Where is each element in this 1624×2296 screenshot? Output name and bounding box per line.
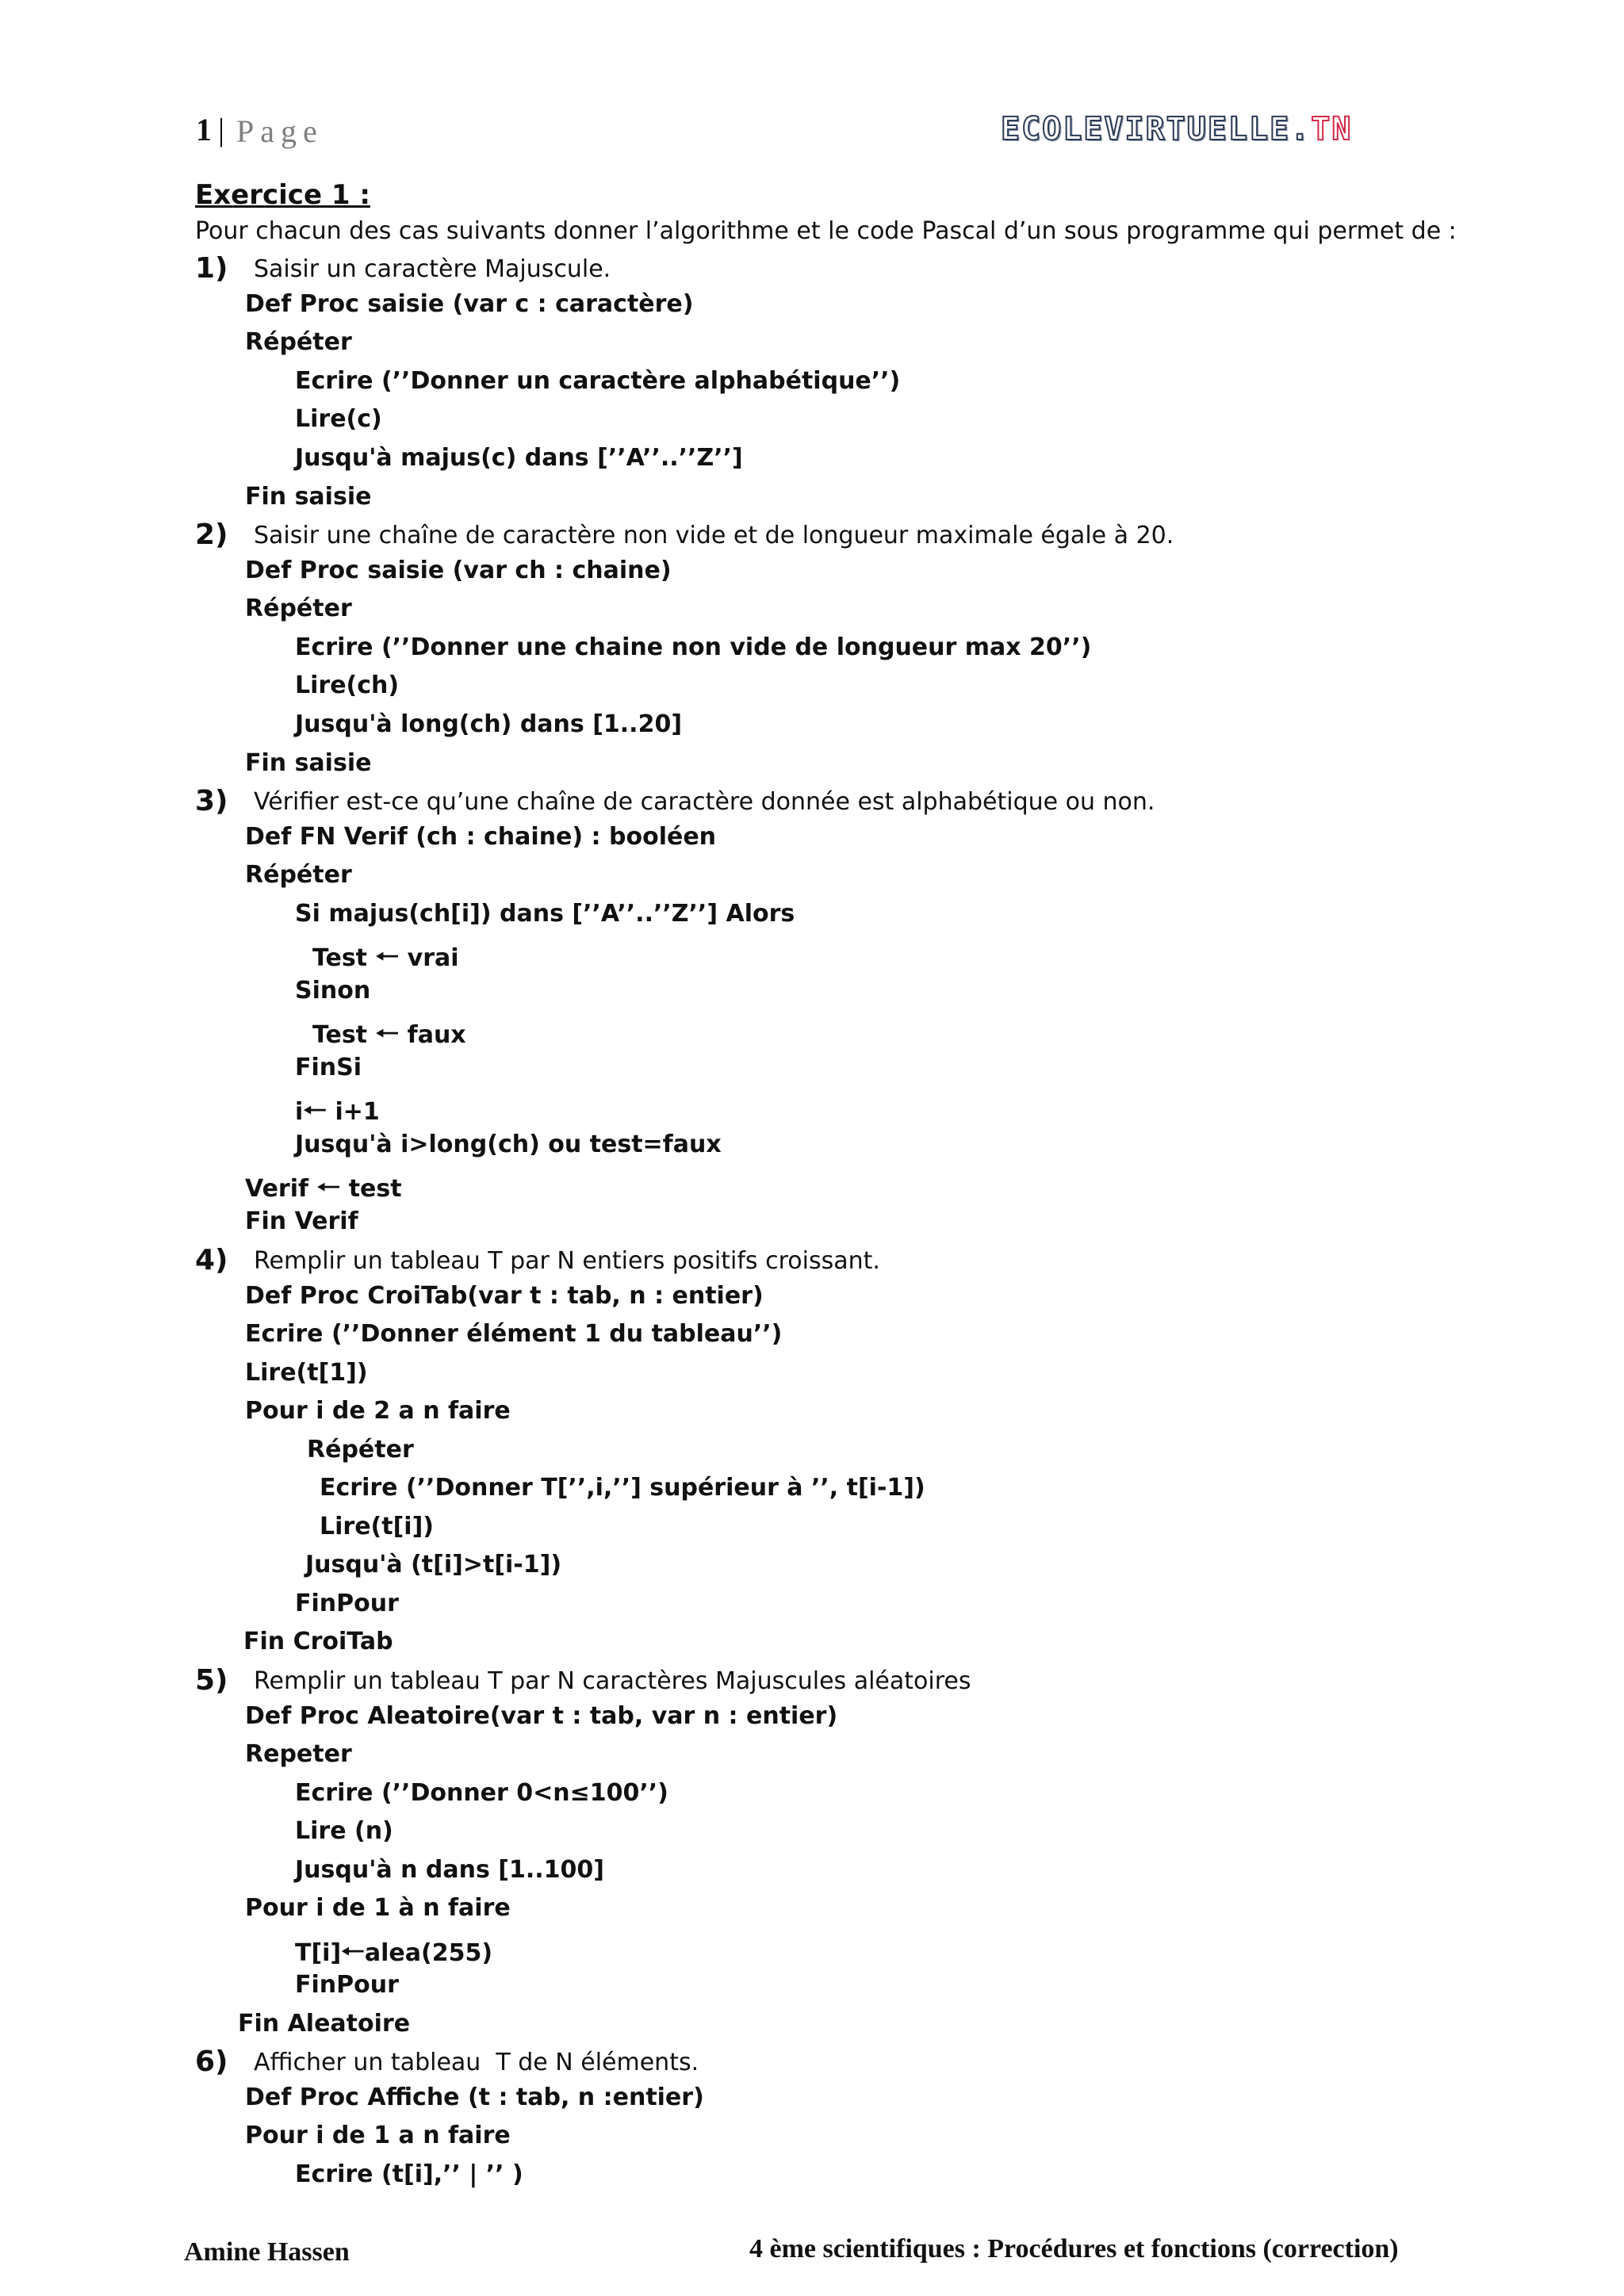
code-line: Def Proc saisie (var ch : chaine) <box>245 557 672 584</box>
code-line: Répéter <box>245 328 352 356</box>
item-number: 2) <box>195 519 228 551</box>
code-line: Ecrire (’’Donner élément 1 du tableau’’) <box>245 1320 783 1348</box>
left-arrow-icon: 🠐 <box>375 1018 400 1050</box>
footer-author: Amine Hassen <box>184 2237 350 2267</box>
item-task: Remplir un tableau T par N entiers positifs croissant. <box>254 1247 880 1275</box>
code-line: FinPour <box>295 1590 399 1617</box>
code-line: Fin Aleatoire <box>238 2010 411 2038</box>
code-line: Fin saisie <box>245 749 372 777</box>
item-number: 4) <box>195 1244 228 1276</box>
exercise-title: Exercice 1 : <box>195 179 370 211</box>
code-token: faux <box>407 1021 466 1049</box>
code-token: Test <box>312 1021 368 1049</box>
code-line: Lire (n) <box>295 1817 393 1845</box>
site-logo <box>1001 111 1352 147</box>
code-line: Pour i de 1 à n faire <box>245 1894 511 1922</box>
code-line: Si majus(ch[i]) dans [’’A’’..’’Z’’] Alors <box>295 900 795 928</box>
header-separator: | <box>218 112 225 147</box>
code-line: Ecrire (’’Donner un caractère alphabétique’’) <box>295 367 901 395</box>
item-number: 1) <box>195 252 228 285</box>
code-line: Pour i de 1 a n faire <box>245 2122 511 2149</box>
page-number: 1 <box>196 112 212 147</box>
code-line: Lire(ch) <box>295 672 400 699</box>
code-line: Fin saisie <box>245 483 372 511</box>
code-line: Repeter <box>245 1740 352 1768</box>
left-arrow-icon: 🠐 <box>303 1095 327 1127</box>
item-task: Afficher un tableau T de N éléments. <box>254 2049 699 2076</box>
code-line: Def Proc Aleatoire(var t : tab, var n : entier) <box>245 1702 838 1730</box>
code-line: Jusqu'à long(ch) dans [1..20] <box>295 710 683 738</box>
code-line: Def Proc saisie (var c : caractère) <box>245 290 694 318</box>
code-line: Ecrire (’’Donner 0<n≤100’’) <box>295 1779 668 1807</box>
left-arrow-icon: 🠐 <box>341 1936 365 1968</box>
code-token: alea(255) <box>364 1939 493 1967</box>
item-number: 5) <box>195 1664 228 1697</box>
code-line: Répéter <box>245 595 352 622</box>
item-number: 6) <box>195 2045 228 2078</box>
footer-course: 4 ème scientifiques : Procédures et fonctions (correction) <box>749 2234 1399 2263</box>
item-task: Remplir un tableau T par N caractères Majuscules aléatoires <box>254 1667 971 1695</box>
code-line: Def Proc Affiche (t : tab, n :entier) <box>245 2084 704 2111</box>
code-line: Def Proc CroiTab(var t : tab, n : entier) <box>245 1282 764 1310</box>
code-line: Lire(c) <box>295 405 382 433</box>
left-arrow-icon: 🠐 <box>375 941 400 973</box>
code-token: T[i] <box>295 1939 342 1967</box>
code-line: Pour i de 2 a n faire <box>245 1397 511 1425</box>
item-task: Saisir une chaîne de caractère non vide et de longueur maximale égale à 20. <box>254 522 1174 549</box>
left-arrow-icon: 🠐 <box>316 1172 341 1203</box>
code-line: Ecrire (’’Donner une chaine non vide de longueur max 20’’) <box>295 633 1092 661</box>
code-line: Répéter <box>307 1436 414 1464</box>
code-token: test <box>348 1175 402 1203</box>
item-task: Saisir un caractère Majuscule. <box>254 255 611 283</box>
logo-main: ECOLEVIRTUELLE. <box>1001 111 1312 147</box>
code-token: vrai <box>407 944 459 972</box>
logo-tld: TN <box>1311 111 1353 147</box>
code-line: Sinon <box>295 977 371 1004</box>
code-line: Fin Verif <box>245 1207 358 1235</box>
exercise-intro: Pour chacun des cas suivants donner l’algorithme et le code Pascal d’un sous programme qui permet de : <box>195 217 1457 245</box>
code-line: Def FN Verif (ch : chaine) : booléen <box>245 823 717 851</box>
code-line: Jusqu'à n dans [1..100] <box>295 1856 604 1884</box>
item-task: Vérifier est-ce qu’une chaîne de caractère donnée est alphabétique ou non. <box>254 788 1155 816</box>
code-line: Lire(t[1]) <box>245 1359 368 1387</box>
code-line: Lire(t[i]) <box>320 1513 435 1540</box>
code-line: Ecrire (’’Donner T[’’,i,’’] supérieur à ’’, t[i-1]) <box>320 1474 925 1502</box>
code-line: FinPour <box>295 1971 399 1999</box>
page-label: Page <box>236 113 324 149</box>
code-line: Jusqu'à i>long(ch) ou test=faux <box>295 1131 722 1158</box>
code-token: i+1 <box>335 1098 380 1126</box>
code-token: Verif <box>245 1175 309 1203</box>
code-token: Test <box>312 944 368 972</box>
code-line: Jusqu'à majus(c) dans [’’A’’..’’Z’’] <box>295 444 743 472</box>
code-line: FinSi <box>295 1054 362 1081</box>
item-number: 3) <box>195 785 228 817</box>
code-line: Jusqu'à (t[i]>t[i-1]) <box>305 1551 562 1578</box>
code-token: i <box>295 1098 304 1126</box>
code-line: Ecrire (t[i],’’ | ’’ ) <box>295 2160 523 2188</box>
code-line: Fin CroiTab <box>243 1628 393 1655</box>
code-line: Répéter <box>245 861 352 889</box>
